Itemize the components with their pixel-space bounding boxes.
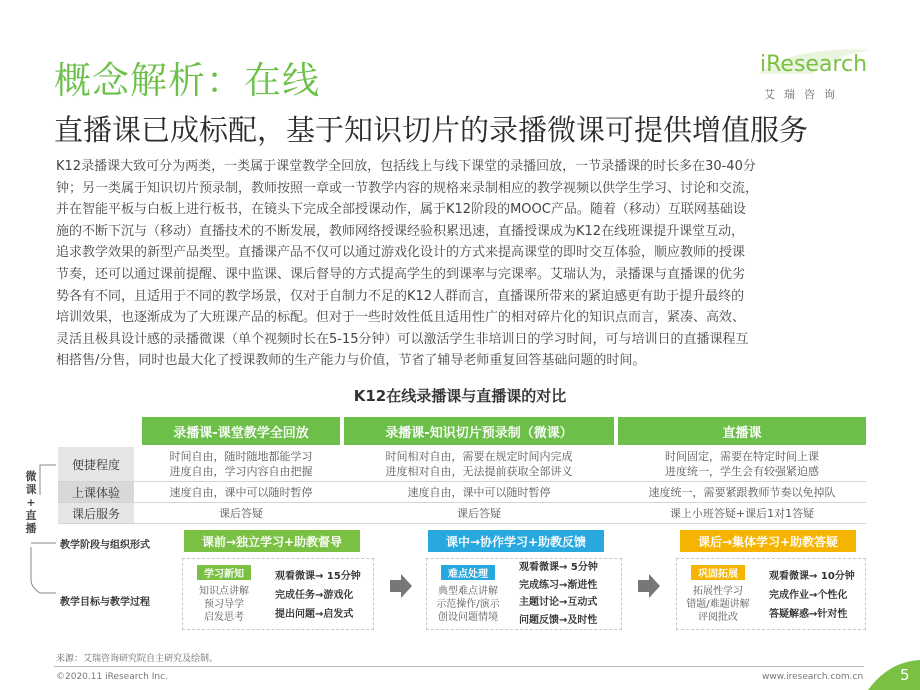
- step-line: 主题讨论→互动式: [519, 597, 598, 608]
- table-cell: [142, 447, 340, 481]
- desc-line: 知识点讲解: [199, 586, 249, 597]
- step-line: 观看微课→ 5分钟: [519, 562, 598, 573]
- vertical-char: 直: [25, 509, 37, 522]
- paragraph-line: 相搭售/分售，同时也最大化了授课教师的生产能力与价值，节省了辅导老师重复回答基础问题的时间。: [56, 353, 646, 369]
- badge-learn-new: 学习新知: [197, 565, 251, 580]
- desc-line: 预习导学: [204, 599, 244, 610]
- paragraph-line: 节奏，还可以通过课前提醒、课中监课、课后督导的方式提高学生的到课率与完课率。艾瑞认为，录播课与直播课的优劣: [56, 266, 746, 282]
- table-cell: 课后答疑: [219, 506, 263, 520]
- badge-consolidate: 巩固拓展: [691, 565, 745, 580]
- phase-before-class: 课前→独立学习+助教督导: [184, 530, 360, 552]
- cell-line: 进度相对自由，无法提前获取全部讲义: [385, 465, 573, 478]
- intro-paragraph: [56, 156, 862, 372]
- desc-line: 启发思考: [204, 612, 244, 623]
- page-title: 概念解析：在线: [54, 59, 320, 102]
- vertical-label-micro-live: [22, 470, 40, 535]
- column-header-live: 直播课: [618, 417, 866, 445]
- footer-divider: [54, 666, 864, 667]
- paragraph-line: 施的不断下沉与（移动）直播技术的不断发展，教师网络授课经验积累迅速，直播授课成为K12在线班课提升课堂互动，: [56, 223, 745, 239]
- cell-line: 时间相对自由，需要在规定时间内完成: [385, 450, 573, 463]
- page-subtitle: 直播课已成标配，基于知识切片的录播微课可提供增值服务: [54, 113, 809, 147]
- desc-line: 示范操作/演示: [436, 599, 500, 610]
- desc-line: 错题/难题讲解: [686, 599, 750, 610]
- page-number: 5: [900, 666, 910, 684]
- logo-chinese: 艾瑞咨询: [764, 88, 844, 101]
- logo-wordmark: iResearch: [760, 52, 868, 77]
- table-cell: [344, 447, 614, 481]
- flow-box-after: [676, 558, 866, 630]
- step-line: 问题反馈→及时性: [519, 614, 598, 626]
- cell-line: 时间自由，随时随地都能学习: [169, 450, 313, 463]
- row-label-convenience: 便捷程度: [58, 447, 134, 481]
- step-line: 提出问题→启发式: [275, 609, 354, 620]
- paragraph-line: 并在智能平板与白板上进行板书，在镜头下完成全部授课动作，属于K12阶段的MOOC产品。随着（移动）互联网基础设: [56, 202, 746, 218]
- desc-line: 拓展性学习: [693, 586, 743, 597]
- table-cell: 速度自由，课中可以随时暂停: [169, 485, 313, 499]
- vertical-char: 微: [25, 470, 37, 483]
- row-label-experience: 上课体验: [58, 482, 134, 502]
- flow-steps: [275, 567, 361, 624]
- column-header-recorded-micro: 录播课-知识切片预录制（微课）: [344, 417, 614, 445]
- cell-line: 时间固定，需要在特定时间上课: [665, 450, 819, 463]
- page-number-badge: [868, 660, 920, 690]
- paragraph-line: K12录播课大致可分为两类，一类属于课堂教学全回放，包括线上与线下课堂的录播回放，一节录播课的时长多在30-40分: [56, 159, 756, 174]
- table-cell: 速度自由，课中可以随时暂停: [407, 485, 551, 499]
- website-link[interactable]: www.iresearch.com.cn: [762, 672, 864, 682]
- arrow-right-icon: [638, 574, 660, 598]
- flow-box-before: [182, 558, 374, 630]
- step-line: 完成任务→游戏化: [275, 590, 354, 601]
- desc-line: 典型难点讲解: [438, 586, 498, 597]
- flow-description: [183, 585, 265, 624]
- vertical-char: 课: [25, 483, 37, 496]
- paragraph-line: 灵活且极具设计感的录播微课（单个视频时长在5-15分钟）可以激活学生非培训日的学习时间，可与培训日的直播课程互: [56, 331, 749, 347]
- flow-steps: [769, 567, 855, 624]
- step-line: 完成练习→渐进性: [519, 579, 598, 591]
- vertical-char: 播: [25, 522, 37, 535]
- copyright: ©2020.11 iResearch Inc.: [56, 672, 168, 682]
- row-label-after-class: 课后服务: [58, 503, 134, 523]
- table-title: K12在线录播课与直播课的对比: [353, 387, 567, 405]
- table-cell: [618, 447, 866, 481]
- stage-label: 教学阶段与组织形式: [60, 540, 150, 551]
- row-divider: [58, 523, 866, 524]
- desc-line: 评阅批改: [698, 612, 738, 623]
- phase-after-class: 课后→集体学习+助教答疑: [680, 530, 856, 552]
- flow-steps: [519, 559, 598, 629]
- cell-line: 进度自由，学习内容自由把握: [169, 465, 313, 478]
- phase-in-class: 课中→协作学习+助教反馈: [428, 530, 604, 552]
- table-cell: 课上小班答疑+课后1对1答疑: [669, 506, 815, 520]
- column-header-recorded-full: 录播课-课堂教学全回放: [142, 417, 340, 445]
- goal-label: 教学目标与教学过程: [60, 597, 150, 608]
- step-line: 完成作业→个性化: [769, 590, 848, 601]
- badge-difficulty: 难点处理: [441, 565, 495, 580]
- table-cell: 速度统一，需要紧跟教师节奏以免掉队: [648, 485, 836, 499]
- iresearch-logo: [752, 44, 872, 106]
- source-note: 来源：艾瑞咨询研究院自主研究及绘制。: [56, 654, 219, 664]
- step-line: 观看微课→ 10分钟: [769, 571, 855, 582]
- paragraph-line: 势各有不同，且适用于不同的教学场景，仅对于自制力不足的K12人群而言，直播课所带来的紧迫感更有助于提升最终的: [56, 288, 745, 304]
- paragraph-line: 钟；另一类属于知识切片预录制，教师按照一章或一节教学内容的规格来录制相应的教学视频以供学生学习、讨论和交流，: [56, 180, 759, 196]
- flow-description: [677, 585, 759, 624]
- paragraph-line: 培训效果，也逐渐成为了大班课产品的标配。但对于一些时效性低且适用性广的相对碎片化的知识点而言，紧凑、高效、: [56, 310, 746, 326]
- step-line: 答疑解惑→针对性: [769, 609, 848, 620]
- vertical-char: +: [26, 496, 36, 509]
- step-line: 观看微课→ 15分钟: [275, 571, 361, 582]
- arrow-right-icon: [390, 574, 412, 598]
- desc-line: 创设问题情境: [438, 612, 498, 623]
- flow-description: [427, 585, 509, 624]
- page-leaf-icon: [868, 660, 920, 690]
- paragraph-line: 追求教学效果的新型产品类型。直播课产品不仅可以通过游戏化设计的方式来提高课堂的即时交互体验，顺应教师的授课: [56, 245, 746, 261]
- table-cell: 课后答疑: [457, 506, 501, 520]
- cell-line: 进度统一，学生会有较强紧迫感: [665, 465, 819, 478]
- flow-box-during: [426, 558, 622, 630]
